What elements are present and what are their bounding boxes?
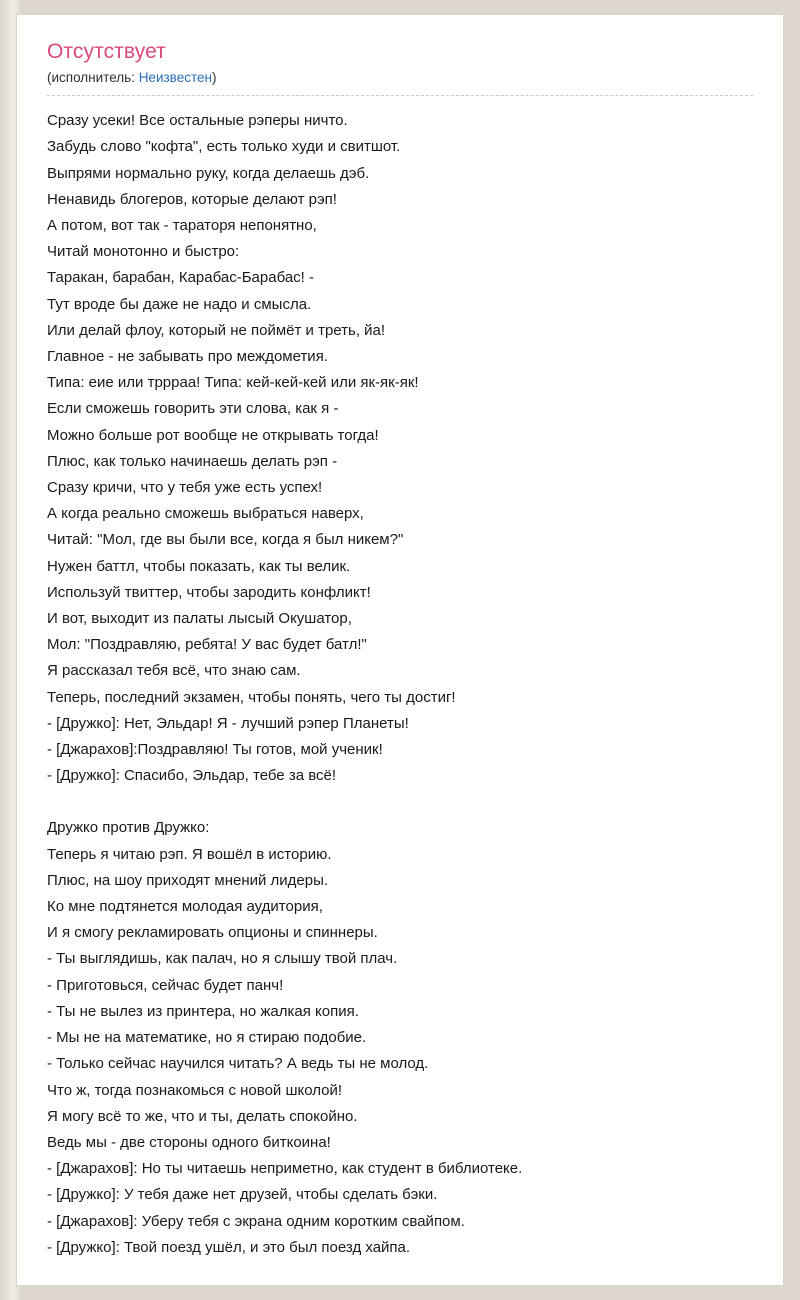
lyrics-line: Сразу кричи, что у тебя уже есть успех! — [47, 479, 323, 497]
lyrics-line: - Приготовься, сейчас будет панч! — [47, 976, 284, 994]
lyrics-line: Плюс, как только начинаешь делать рэп - — [47, 452, 338, 470]
lyrics-line: - [Джарахов]:Поздравляю! Ты готов, мой ученик! — [47, 741, 383, 759]
lyrics-blank-line — [47, 789, 753, 815]
lyrics-line: - [Дружко]: Спасибо, Эльдар, тебе за всё! — [47, 767, 337, 785]
lyrics-line: Используй твиттер, чтобы зародить конфликт! — [47, 583, 371, 601]
lyrics-line: Читай монотонно и быстро: — [47, 243, 240, 261]
artist-line — [47, 70, 753, 96]
lyrics-line: - Только сейчас научился читать? А ведь ты не молод. — [47, 1055, 429, 1073]
lyrics-line: Тут вроде бы даже не надо и смысла. — [47, 295, 312, 313]
lyrics-line: Забудь слово "кофта", есть только худи и свитшот. — [47, 138, 401, 156]
lyrics-line: Что ж, тогда познакомься с новой школой! — [47, 1081, 343, 1099]
lyrics-line: - [Дружко]: У тебя даже нет друзей, чтобы сделать бэки. — [47, 1186, 438, 1204]
lyrics-line: - Ты не вылез из принтера, но жалкая копия. — [47, 1002, 359, 1020]
lyrics-line: Плюс, на шоу приходят мнений лидеры. — [47, 871, 329, 889]
lyrics-line: Ко мне подтянется молодая аудитория, — [47, 898, 323, 916]
artist-prefix-label: (исполнитель: — [47, 70, 139, 86]
page-title: Отсутствует — [47, 40, 166, 63]
lyrics-line: - Ты выглядишь, как палач, но я слышу твой плач. — [47, 950, 398, 968]
lyrics-line: Читай: "Мол, где вы были все, когда я был никем?" — [47, 531, 404, 549]
lyrics-line: Дружко против Дружко: — [47, 819, 210, 837]
lyrics-line: А когда реально сможешь выбраться наверх, — [47, 505, 364, 523]
lyrics-line: Если сможешь говорить эти слова, как я - — [47, 400, 339, 418]
lyrics-line: И я смогу рекламировать опционы и спиннеры. — [47, 924, 378, 942]
lyrics-line: Теперь, последний экзамен, чтобы понять, чего ты достиг! — [47, 688, 456, 706]
lyrics-text — [47, 108, 753, 1261]
lyrics-line: Я могу всё то же, что и ты, делать спокойно. — [47, 1107, 358, 1125]
artist-suffix-label: ) — [211, 70, 217, 86]
lyrics-line: Теперь я читаю рэп. Я вошёл в историю. — [47, 845, 332, 863]
artist-link[interactable]: Неизвестен — [138, 70, 212, 86]
lyrics-line: Сразу усеки! Все остальные рэперы ничто. — [47, 112, 348, 130]
lyrics-line: - Мы не на математике, но я стираю подобие. — [47, 1029, 367, 1047]
lyrics-line: А потом, вот так - тараторя непонятно, — [47, 217, 317, 234]
lyrics-line: Таракан, барабан, Карабас-Барабас! - — [47, 269, 314, 287]
lyrics-line: Типа: еие или тррраа! Типа: кей-кей-кей или як-як-як! — [47, 374, 419, 392]
lyrics-line: Ненавидь блогеров, которые делают рэп! — [47, 190, 337, 208]
lyrics-sheet — [16, 14, 784, 1286]
lyrics-line: Выпрями нормально руку, когда делаешь дэб. — [47, 164, 370, 182]
lyrics-line: Или делай флоу, который не поймёт и треть, йа! — [47, 321, 386, 339]
lyrics-line: - [Джарахов]: Но ты читаешь неприметно, как студент в библиотеке. — [47, 1160, 523, 1178]
lyrics-line: Мол: "Поздравляю, ребята! У вас будет батл!" — [47, 636, 367, 654]
lyrics-line: - [Джарахов]: Уберу тебя с экрана одним коротким свайпом. — [47, 1212, 465, 1230]
lyrics-line: - [Дружко]: Нет, Эльдар! Я - лучший рэпер Планеты! — [47, 714, 409, 732]
lyrics-line: Я рассказал тебя всё, что знаю сам. — [47, 662, 301, 680]
lyrics-line: Нужен баттл, чтобы показать, как ты велик. — [47, 557, 351, 575]
lyrics-line: Главное - не забывать про междометия. — [47, 348, 328, 366]
lyrics-line: И вот, выходит из палаты лысый Окушатор, — [47, 610, 352, 628]
lyrics-line: Можно больше рот вообще не открывать тогда! — [47, 426, 379, 444]
lyrics-line: Ведь мы - две стороны одного биткоина! — [47, 1133, 331, 1151]
lyrics-line: - [Дружко]: Твой поезд ушёл, и это был поезд хайпа. — [47, 1238, 411, 1256]
